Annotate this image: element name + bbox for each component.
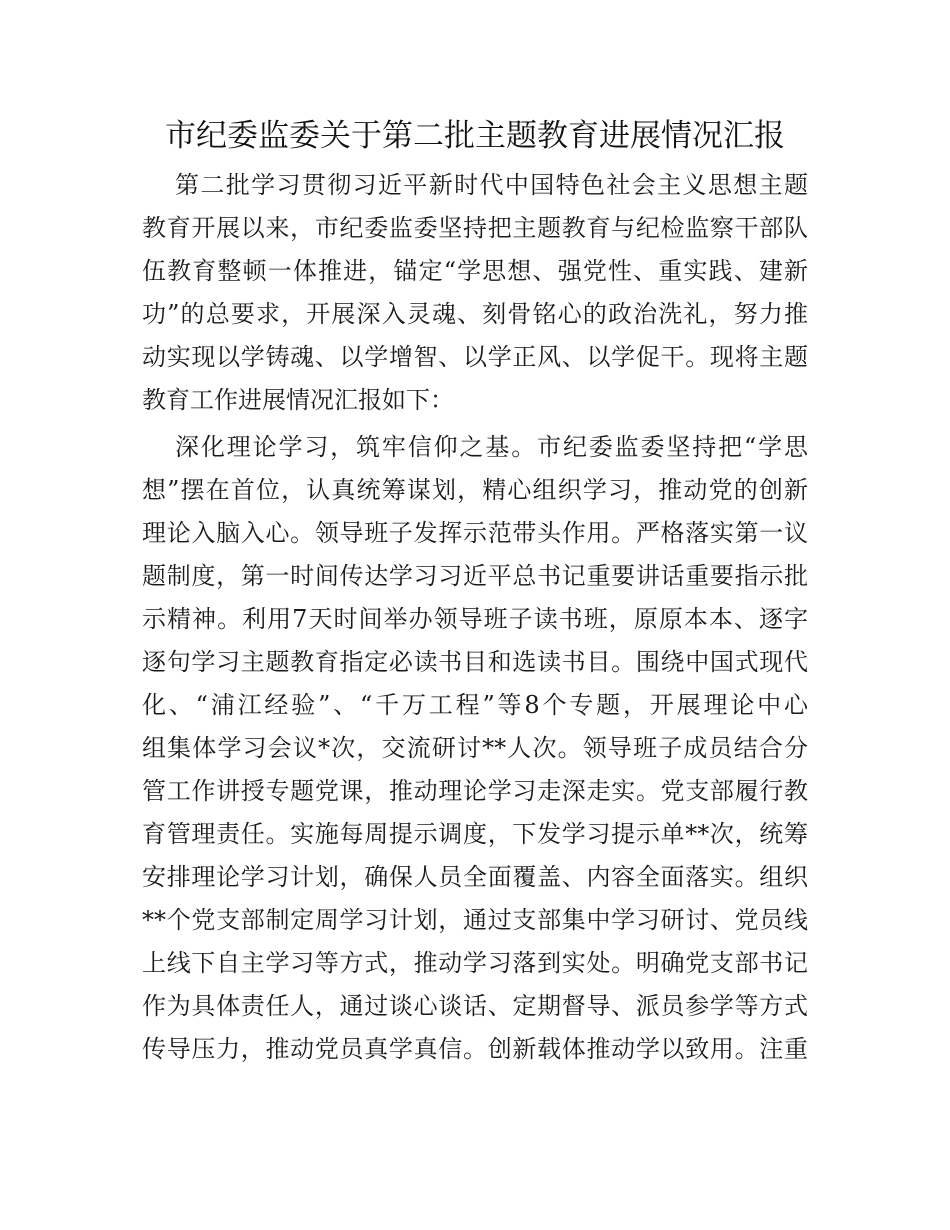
text-line: 题制度，第一时间传达学习习近平总书记重要讲话重要指示批 [142,562,808,590]
text-line: 逐句学习主题教育指定必读书目和选读书目。围绕中国式现代 [142,648,808,676]
paragraph-intro [142,164,808,422]
text-line: 理论入脑入心。领导班子发挥示范带头作用。严格落实第一议 [142,519,808,547]
text-line: 教育工作进展情况汇报如下： [142,386,454,414]
text-line: 安排理论学习计划，确保人员全面覆盖、内容全面落实。组织 [142,863,808,891]
text-line: 动实现以学铸魂、以学增智、以学正风、以学促干。现将主题 [142,343,808,371]
text-line: 深化理论学习，筑牢信仰之基。市纪委监委坚持把“学思 [175,433,808,461]
text-line: 传导压力，推动党员真学真信。创新载体推动学以致用。注重 [142,1035,808,1063]
paragraph-theory-study [142,426,808,1071]
text-line: 作为具体责任人，通过谈心谈话、定期督导、派员参学等方式 [142,992,808,1020]
text-line: 管工作讲授专题党课，推动理论学习走深走实。党支部履行教 [142,777,808,805]
text-line: 组集体学习会议*次，交流研讨**人次。领导班子成员结合分 [142,734,808,762]
text-line: 功”的总要求，开展深入灵魂、刻骨铭心的政治洗礼，努力推 [142,300,808,328]
text-line: 伍教育整顿一体推进，锚定“学思想、强党性、重实践、建新 [142,257,808,285]
text-line: **个党支部制定周学习计划，通过支部集中学习研讨、党员线 [142,906,808,934]
text-line: 示精神。利用7天时间举办领导班子读书班，原原本本、逐字 [142,605,808,633]
text-line: 想”摆在首位，认真统筹谋划，精心组织学习，推动党的创新 [142,476,808,504]
text-line: 育管理责任。实施每周提示调度，下发学习提示单**次，统筹 [142,820,808,848]
text-line: 第二批学习贯彻习近平新时代中国特色社会主义思想主题 [175,171,808,199]
document-title: 市纪委监委关于第二批主题教育进展情况汇报 [165,118,785,154]
text-line: 上线下自主学习等方式，推动学习落到实处。明确党支部书记 [142,949,808,977]
text-line: 教育开展以来，市纪委监委坚持把主题教育与纪检监察干部队 [142,214,808,242]
text-line: 化、“浦江经验”、“千万工程”等8个专题，开展理论中心 [142,691,808,719]
